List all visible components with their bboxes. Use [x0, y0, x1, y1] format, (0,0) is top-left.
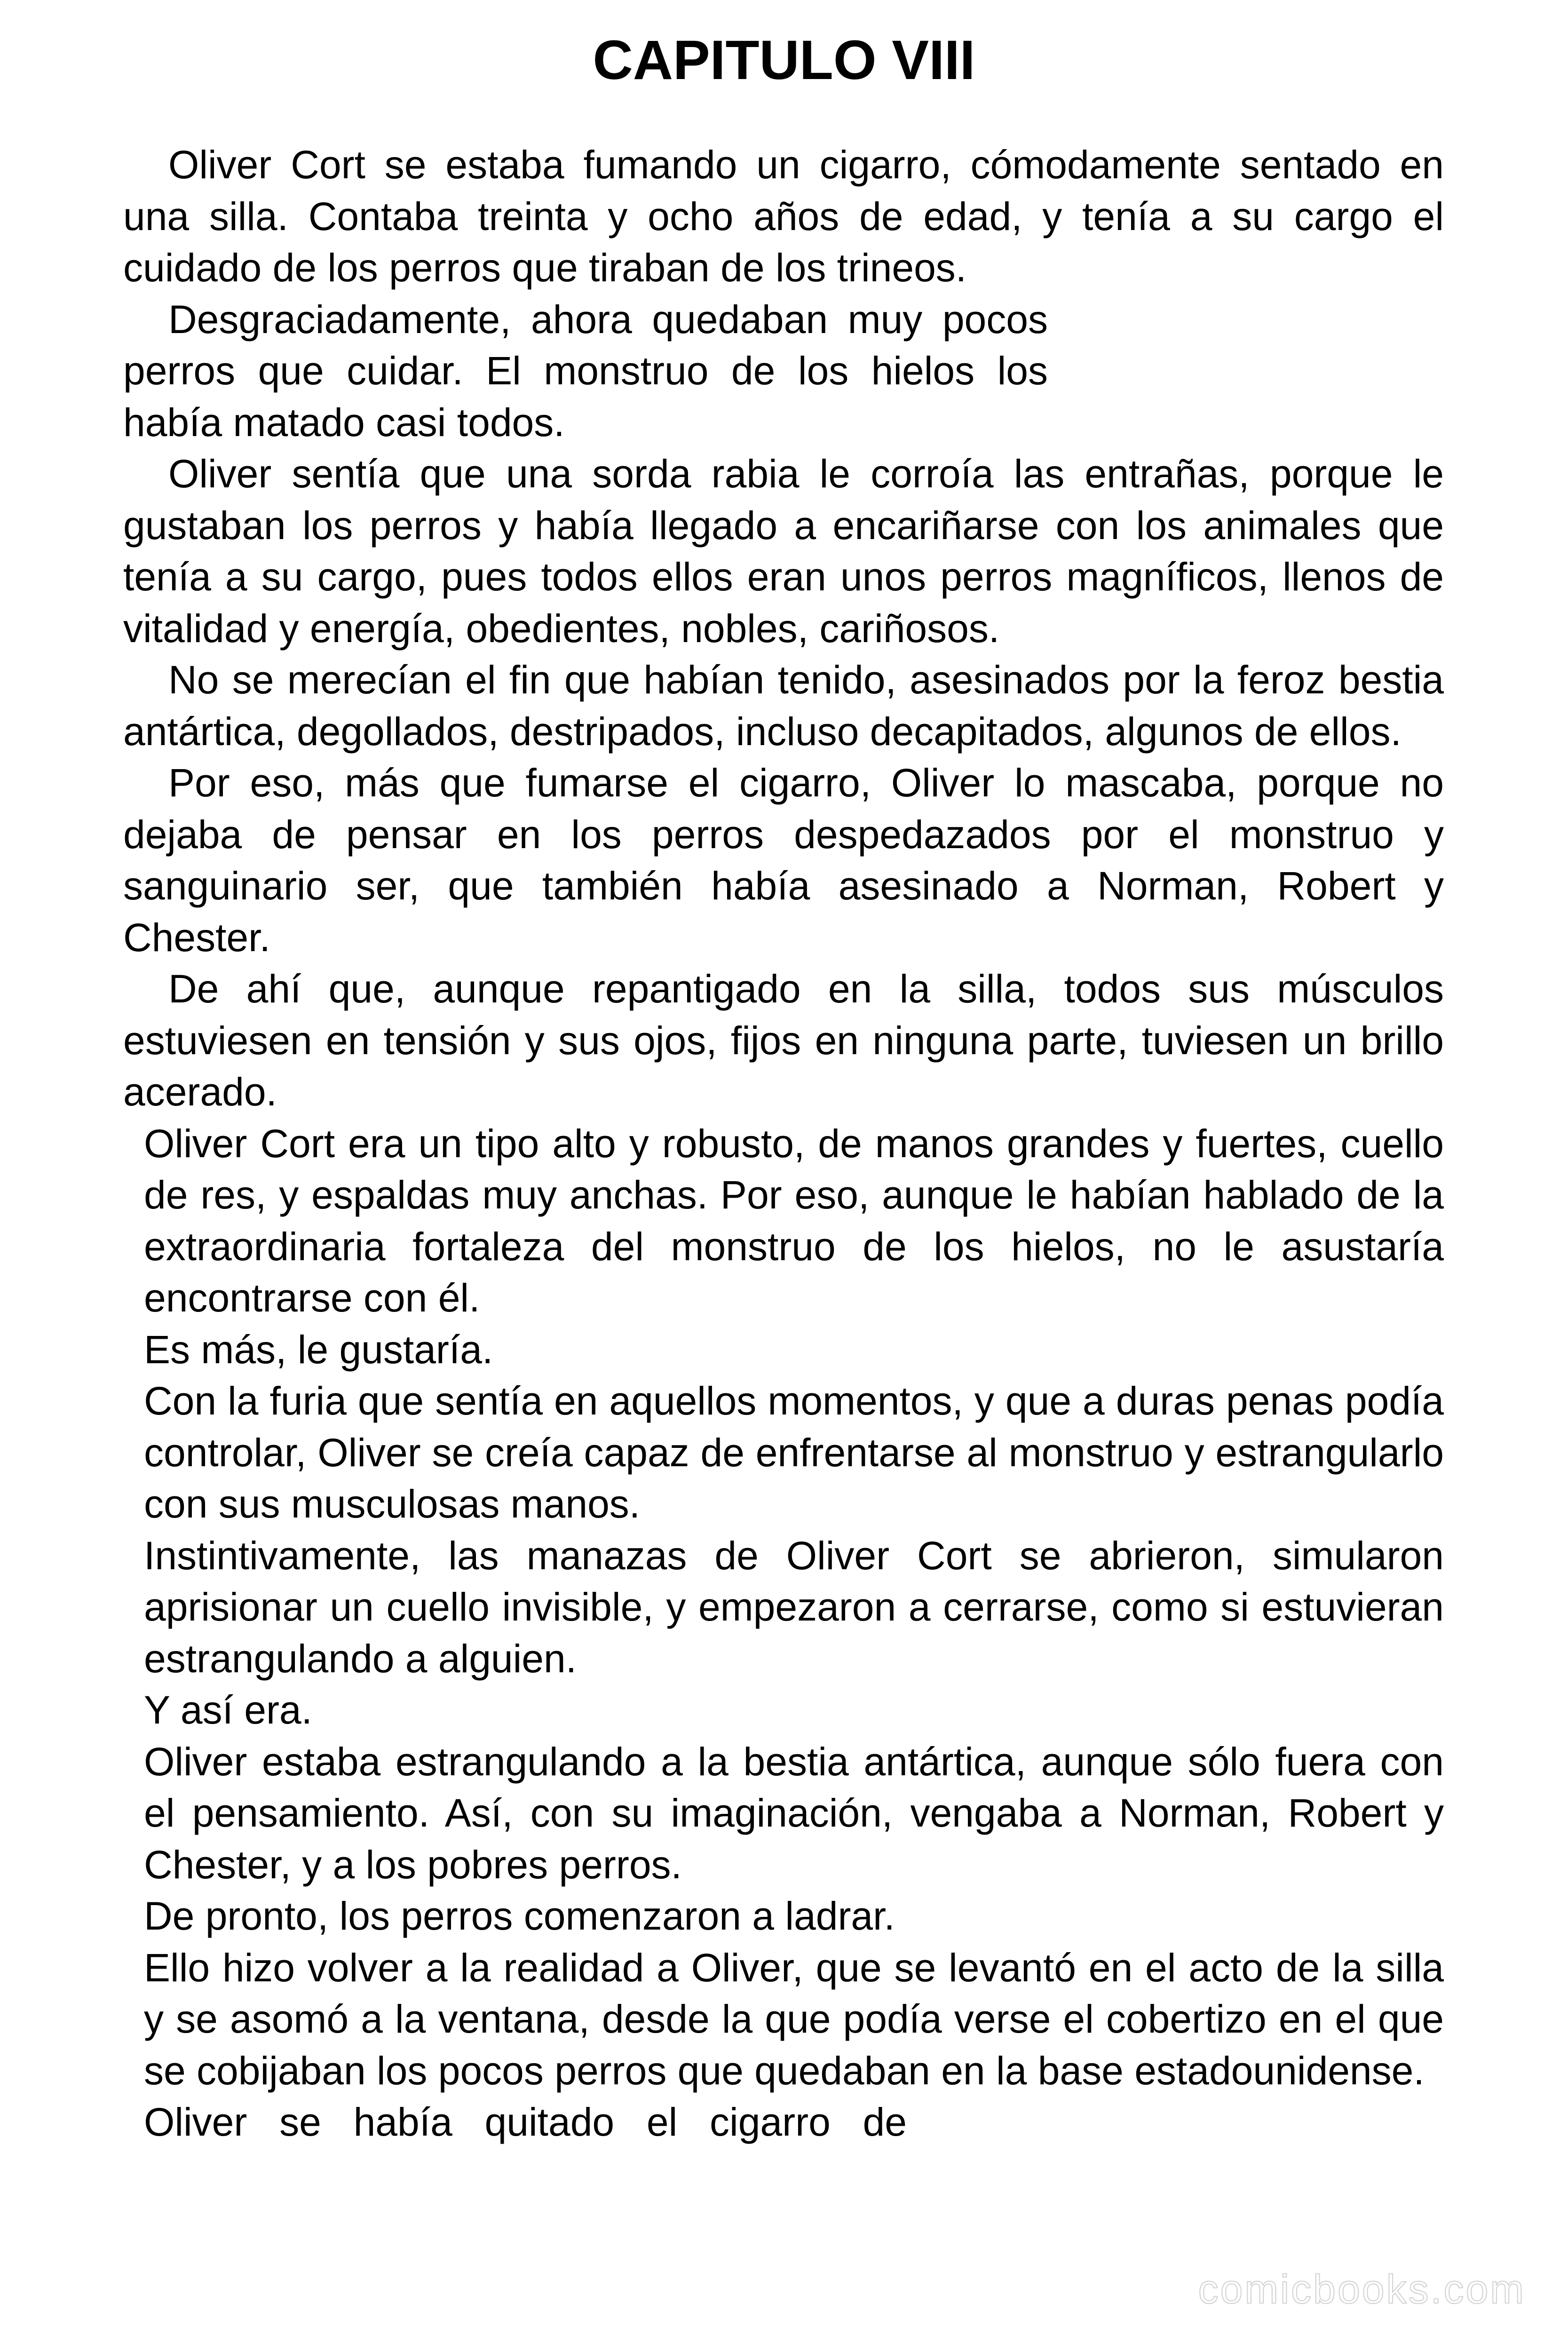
paragraph: Ello hizo volver a la realidad a Oliver, que se levantó en el acto de la silla y se asomó a la ventana, desde la que podía verse el cobertizo en el que se cobijaban los pocos perros que quedaban en la base estadounidense.	[144, 1945, 1444, 2093]
paragraph: Desgraciadamente, ahora quedaban muy pocos perros que cuidar. El monstruo de los hielos los había matado casi todos.	[123, 297, 1048, 445]
paragraph: Y así era.	[144, 1688, 312, 1732]
watermark: comicbooks.com	[1198, 2267, 1526, 2312]
paragraph: Por eso, más que fumarse el cigarro, Oliver lo mascaba, porque no dejaba de pensar en los perros despedazados por el monstruo y sanguinario ser, que también había asesinado a Norman, Robert y Chester.	[123, 761, 1444, 960]
paragraph: De ahí que, aunque repantigado en la silla, todos sus músculos estuviesen en tensión y sus ojos, fijos en ninguna parte, tuviesen un brillo acerado.	[123, 967, 1444, 1114]
paragraph: Oliver Cort se estaba fumando un cigarro, cómodamente sentado en una silla. Contaba treinta y ocho años de edad, y tenía a su cargo el cuidado de los perros que tiraban de los trineos.	[123, 143, 1444, 290]
chapter-title: CAPITULO VIII	[593, 29, 975, 91]
paragraph: Oliver sentía que una sorda rabia le corroía las entrañas, porque le gustaban los perros y había llegado a encariñarse con los animales que tenía a su cargo, pues todos ellos eran unos perros magníficos, llenos de vitalidad y energía, obedientes, nobles, cariñosos.	[123, 452, 1444, 651]
paragraph: Es más, le gustaría.	[144, 1327, 493, 1372]
paragraph: Oliver Cort era un tipo alto y robusto, de manos grandes y fuertes, cuello de res, y espaldas muy anchas. Por eso, aunque le habían hablado de la extraordinaria fortaleza del monstruo de los hielos, no le asustaría encontrarse con él.	[144, 1121, 1444, 1320]
paragraph: De pronto, los perros comenzaron a ladrar.	[144, 1894, 895, 1938]
paragraph: Oliver se había quitado el cigarro de	[144, 2100, 907, 2144]
chapter-body	[123, 139, 1444, 2148]
paragraph: Oliver estaba estrangulando a la bestia antártica, aunque sólo fuera con el pensamiento. Así, con su imaginación, vengaba a Norman, Robert y Chester, y a los pobres perros.	[144, 1739, 1444, 1887]
paragraph: Con la furia que sentía en aquellos momentos, y que a duras penas podía controlar, Oliver se creía capaz de enfrentarse al monstruo y estrangularlo con sus musculosas manos.	[144, 1379, 1444, 1526]
paragraph: Instintivamente, las manazas de Oliver Cort se abrieron, simularon aprisionar un cuello invisible, y empezaron a cerrarse, como si estuvieran estrangulando a alguien.	[144, 1533, 1444, 1681]
paragraph: No se merecían el fin que habían tenido, asesinados por la feroz bestia antártica, degollados, destripados, incluso decapitados, algunos de ellos.	[123, 658, 1444, 754]
